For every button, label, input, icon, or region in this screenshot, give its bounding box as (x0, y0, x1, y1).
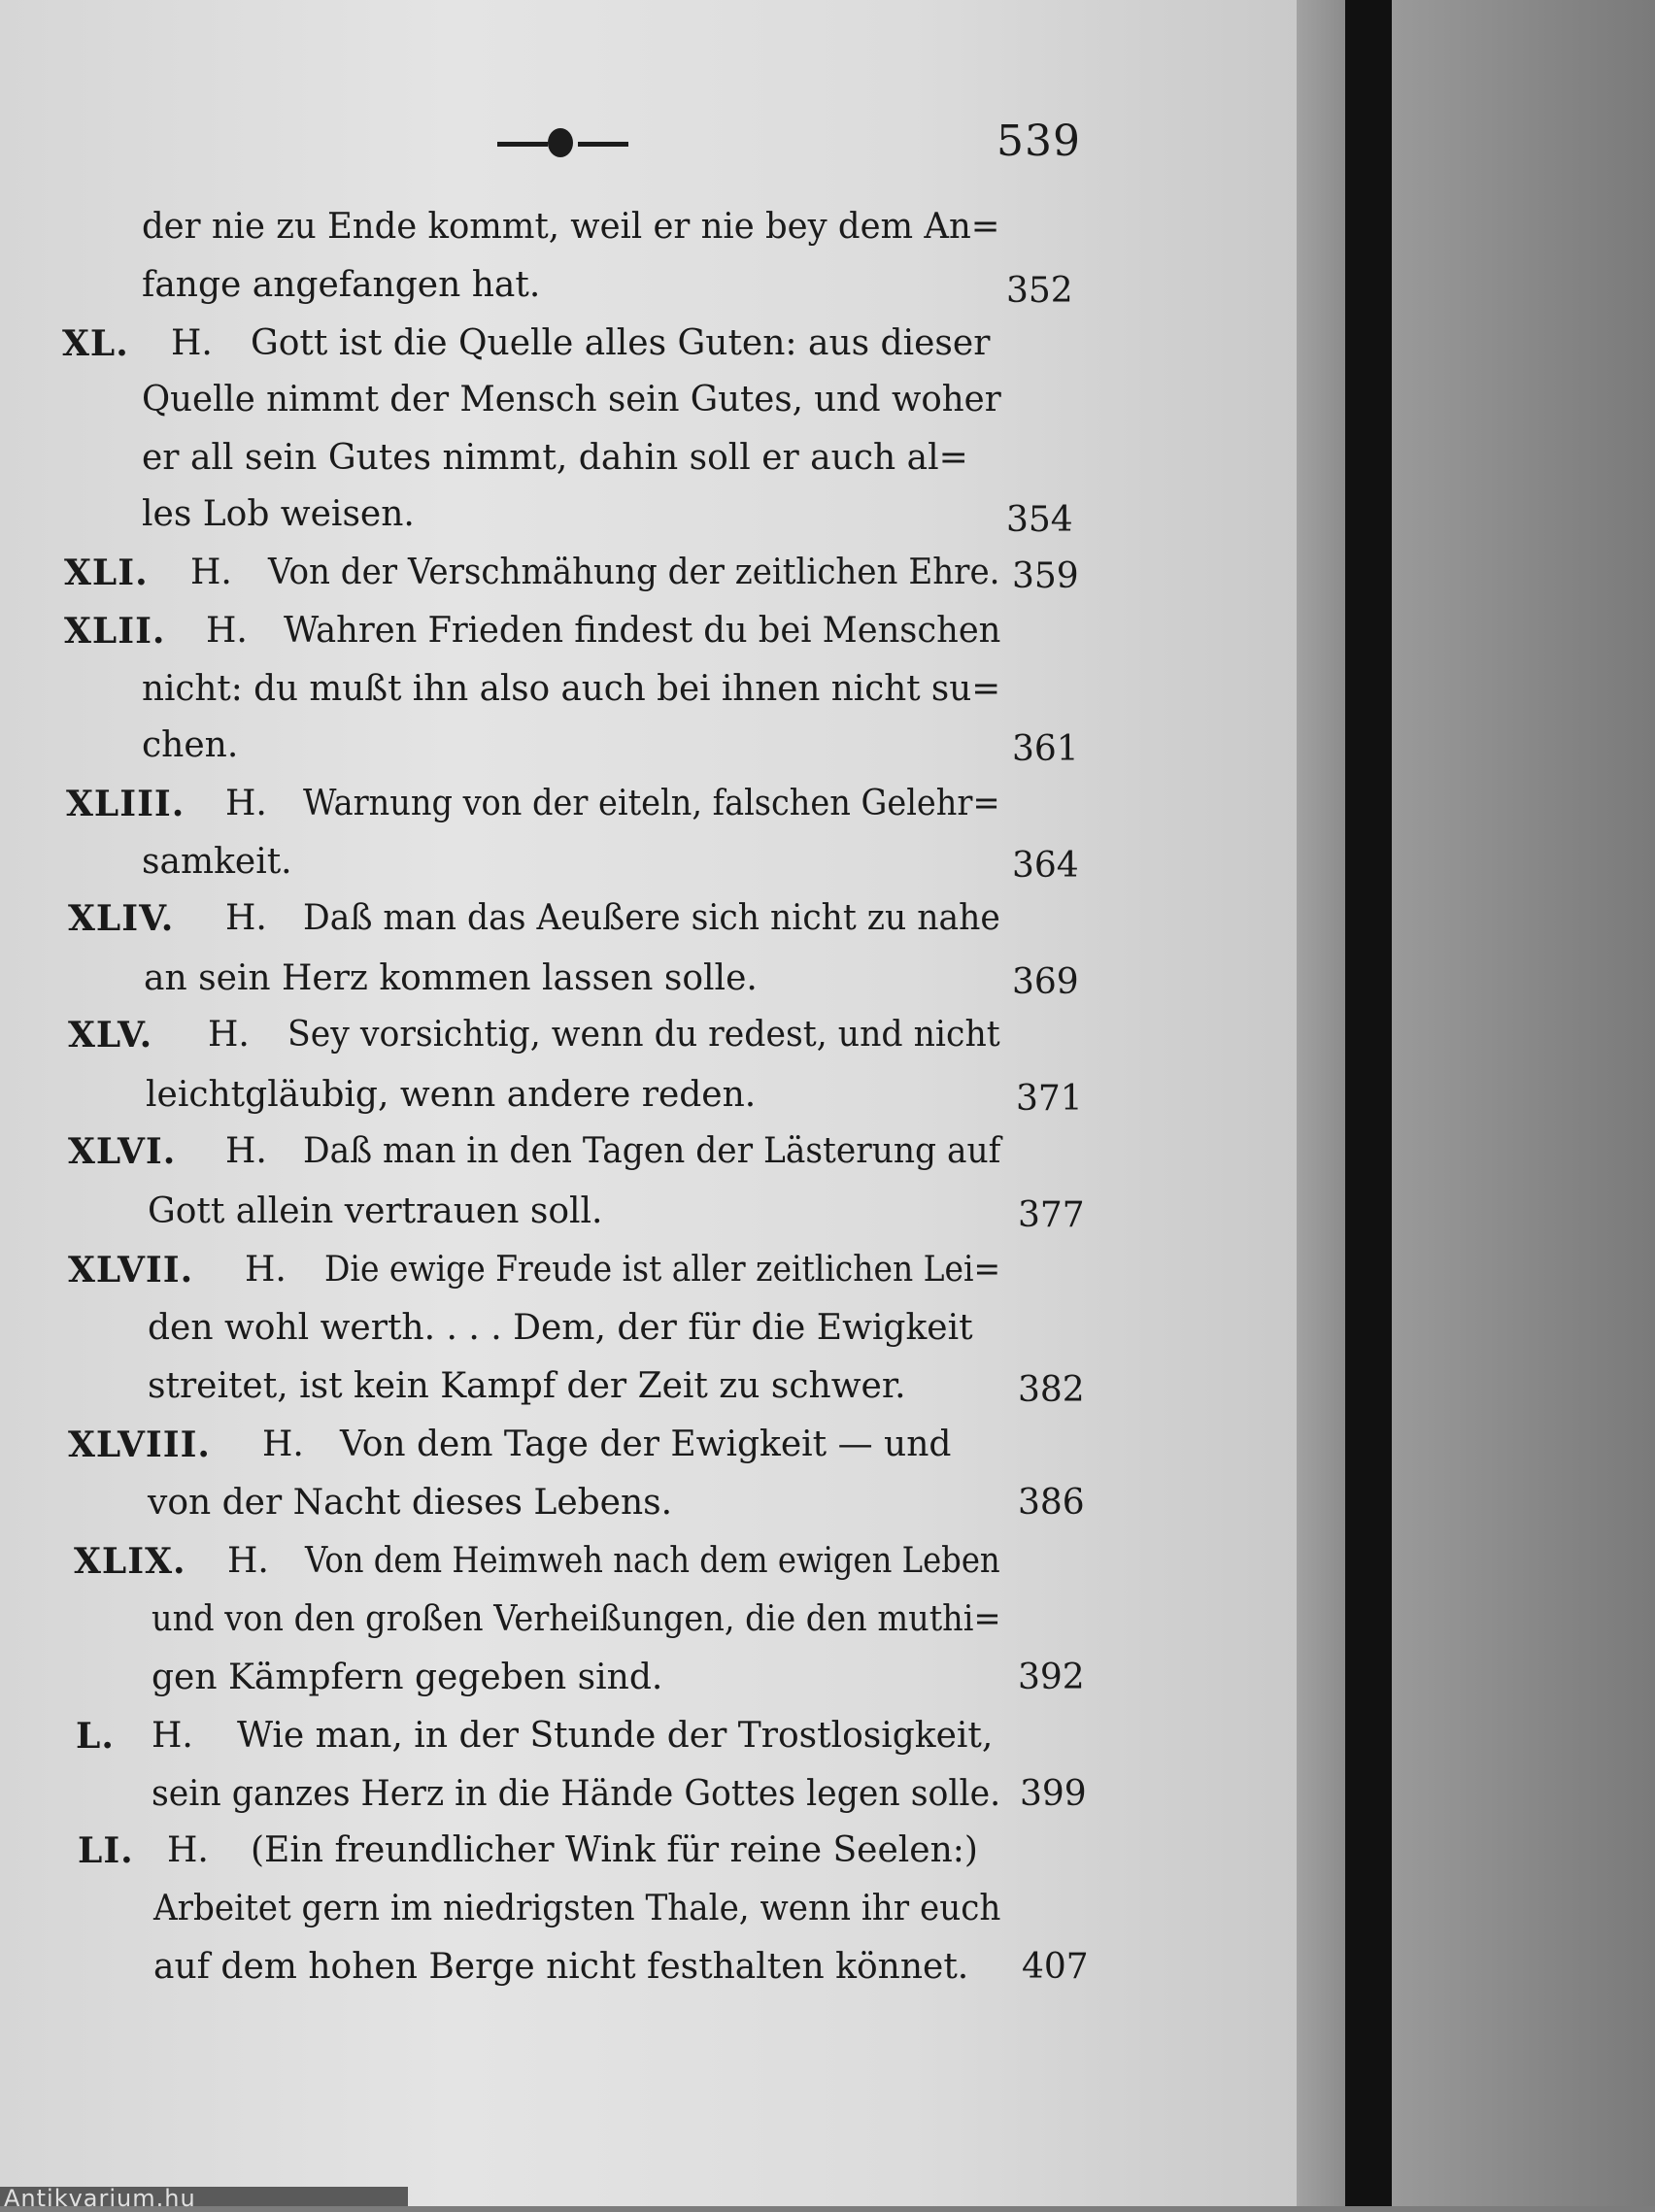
watermark-strip (0, 2185, 408, 2212)
toc-line: Von dem Heimweh nach dem ewigen Leben (305, 1541, 1000, 1581)
toc-line: gen Kämpfern gegeben sind. (152, 1658, 663, 1697)
chapter-mark: H. (152, 1716, 193, 1756)
chapter-numeral: XLVIII. (68, 1424, 211, 1465)
toc-line: Von der Verschmähung der zeitlichen Ehre. (268, 553, 1000, 592)
watermark: Antikvarium.hu (4, 2185, 196, 2212)
chapter-numeral: XLIII. (66, 784, 186, 824)
chapter-numeral: XLVII. (68, 1250, 194, 1290)
chapter-mark: H. (171, 323, 213, 363)
toc-line: Die ewige Freude ist aller zeitlichen Lei= (324, 1250, 1001, 1290)
chapter-mark: H. (208, 1015, 250, 1055)
toc-line: den wohl werth. . . . Dem, der für die Ewigkeit (148, 1308, 973, 1348)
chapter-mark: H. (206, 611, 248, 651)
chapter-numeral: XLIX. (74, 1541, 186, 1582)
chapter-numeral: LI. (78, 1830, 134, 1871)
toc-page-ref: 407 (1022, 1947, 1089, 1987)
toc-line: fange angefangen hat. (142, 265, 541, 305)
chapter-mark: H. (190, 553, 232, 592)
toc-line: Daß man das Aeußere sich nicht zu nahe (303, 898, 1000, 938)
toc-page-ref: 354 (1006, 500, 1073, 540)
toc-line: Gott ist die Quelle alles Guten: aus dieser (251, 323, 991, 363)
toc-line: sein ganzes Herz in die Hände Gottes legen solle. (152, 1774, 1001, 1814)
toc-line: Wie man, in der Stunde der Trostlosigkeit, (237, 1716, 994, 1756)
toc-line: streitet, ist kein Kampf der Zeit zu schwer. (148, 1366, 906, 1406)
chapter-mark: H. (225, 898, 267, 938)
toc-page-ref: 361 (1012, 729, 1079, 769)
header-ornament-icon (497, 124, 628, 163)
toc-page-ref: 364 (1012, 846, 1079, 886)
toc-line: an sein Herz kommen lassen solle. (144, 958, 758, 998)
toc-line: und von den großen Verheißungen, die den muthi= (152, 1599, 1001, 1639)
toc-page-ref: 371 (1016, 1079, 1083, 1119)
toc-line: Von dem Tage der Ewigkeit — und (340, 1424, 952, 1464)
toc-line: (Ein freundlicher Wink für reine Seelen:) (251, 1830, 978, 1870)
chapter-numeral: XL. (62, 323, 129, 364)
toc-line: Arbeitet gern im niedrigsten Thale, wenn ihr euch (153, 1889, 1001, 1928)
toc-line: auf dem hohen Berge nicht festhalten könnet. (153, 1947, 969, 1987)
chapter-mark: H. (225, 1131, 267, 1171)
toc-page-ref: 386 (1018, 1483, 1085, 1523)
toc-line: leichtgläubig, wenn andere reden. (146, 1075, 757, 1115)
chapter-numeral: XLVI. (68, 1131, 177, 1172)
toc-page-ref: 392 (1018, 1658, 1085, 1697)
toc-line: les Lob weisen. (142, 494, 415, 534)
toc-line: samkeit. (142, 842, 292, 882)
toc-line: er all sein Gutes nimmt, dahin soll er auch al= (142, 438, 968, 478)
chapter-numeral: XLI. (64, 553, 149, 593)
toc-line: nicht: du mußt ihn also auch bei ihnen nicht su= (142, 669, 1001, 709)
page-edge-shadow (1297, 0, 1345, 2206)
book-spine (1345, 0, 1392, 2206)
toc-page-ref: 352 (1006, 271, 1073, 311)
toc-page-ref: 359 (1012, 556, 1079, 596)
toc-line: Wahren Frieden findest du bei Menschen (284, 611, 1001, 651)
toc-page-ref: 382 (1018, 1370, 1085, 1410)
toc-page-ref: 399 (1020, 1774, 1087, 1814)
chapter-numeral: L. (76, 1716, 115, 1757)
chapter-numeral: XLV. (68, 1015, 153, 1056)
chapter-mark: H. (167, 1830, 209, 1870)
chapter-mark: H. (262, 1424, 304, 1464)
toc-line: Quelle nimmt der Mensch sein Gutes, und woher (142, 380, 1001, 419)
page-number: 539 (996, 117, 1081, 166)
toc-line: chen. (142, 725, 239, 765)
chapter-mark: H. (227, 1541, 269, 1581)
toc-line: Warnung von der eiteln, falschen Gelehr= (303, 784, 1000, 823)
toc-line: Daß man in den Tagen der Lästerung auf (303, 1131, 1001, 1171)
toc-line: von der Nacht dieses Lebens. (148, 1483, 673, 1523)
toc-line: Gott allein vertrauen soll. (148, 1191, 603, 1231)
toc-line: der nie zu Ende kommt, weil er nie bey dem An= (142, 207, 1000, 247)
chapter-numeral: XLII. (64, 611, 166, 652)
toc-page-ref: 377 (1018, 1195, 1085, 1235)
facing-board (1392, 0, 1655, 2206)
chapter-mark: H. (245, 1250, 287, 1290)
toc-page-ref: 369 (1012, 962, 1079, 1002)
chapter-numeral: XLIV. (68, 898, 175, 939)
toc-line: Sey vorsichtig, wenn du redest, und nicht (287, 1015, 1000, 1055)
chapter-mark: H. (225, 784, 267, 823)
